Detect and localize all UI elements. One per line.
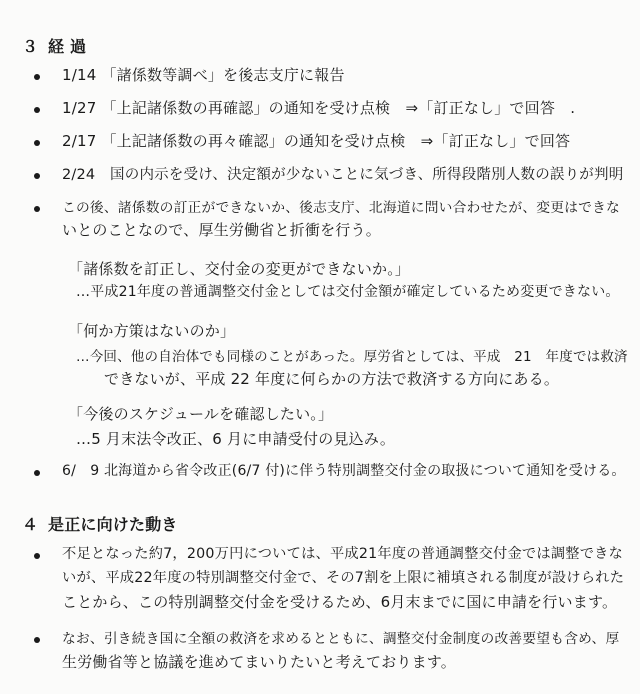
section-4-title: 是正に向けた動き <box>48 515 178 534</box>
list-item-line: ことから、この特別調整交付金を受けるため、6月末までに国に申請を行います。 <box>62 593 618 611</box>
section-4-number: ４ <box>22 515 39 534</box>
bullet-icon <box>34 637 40 643</box>
dialogue-answer: …平成21年度の普通調整交付金としては交付金額が確定しているため変更できない。 <box>76 284 620 300</box>
list-item: 2/24 国の内示を受け、決定額が少ないことに気づき、所得段階別人数の誤りが判明 <box>62 167 624 183</box>
dialogue-question: 「何か方策はないのか」 <box>68 322 236 340</box>
bullet-icon <box>34 74 40 80</box>
list-item-line: 生労働省等と協議を進めてまいりたいと考えております。 <box>62 653 457 671</box>
dialogue-answer: …5 月末法令改正、6 月に申請受付の見込み。 <box>76 430 396 448</box>
dialogue-answer: …今回、他の自治体でも同様のことがあった。厚労省としては、平成 21 年度では救済 <box>76 349 628 365</box>
bullet-icon <box>34 140 40 146</box>
list-item: 1/14 「諸係数等調べ」を後志支庁に報告 <box>62 66 345 84</box>
section-3-heading <box>22 34 86 57</box>
list-item-line: いとのことなので、厚生労働省と折衝を行う。 <box>62 221 381 239</box>
list-item-line: 不足となった約7，200万円については、平成21年度の普通調整交付金では調整できな <box>62 546 624 562</box>
bullet-icon <box>34 553 40 559</box>
bullet-icon <box>34 173 40 179</box>
list-item-line: この後、諸係数の訂正ができないか、後志支庁、北海道に問い合わせたが、変更はできな <box>62 200 621 216</box>
section-3-number: ３ <box>22 37 39 56</box>
bullet-icon <box>34 107 40 113</box>
section-3-title: 経 過 <box>48 37 87 56</box>
bullet-icon <box>34 470 40 476</box>
dialogue-question: 「諸係数を訂正し、交付金の変更ができないか。」 <box>68 260 411 278</box>
list-item: 6/ 9 北海道から省令改正(6/7 付)に伴う特別調整交付金の取扱について通知を受ける。 <box>62 463 626 479</box>
list-item: 2/17 「上記諸係数の再々確認」の通知を受け点検 ⇒「訂正なし」で回答 <box>62 132 571 150</box>
bullet-icon <box>34 206 40 212</box>
list-item-line: なお、引き続き国に全額の救済を求めるとともに、調整交付金制度の改善要望も含め、厚 <box>62 631 620 647</box>
dialogue-question: 「今後のスケジュールを確認したい。」 <box>68 405 334 423</box>
dialogue-answer: できないが、平成 22 年度に何らかの方法で救済する方向にある。 <box>104 370 560 388</box>
list-item-line: いが、平成22年度の特別調整交付金で、その7割を上限に補填される制度が設けられた <box>62 570 625 586</box>
section-4-heading <box>22 512 178 535</box>
list-item: 1/27 「上記諸係数の再確認」の通知を受け点検 ⇒「訂正なし」で回答 . <box>62 99 576 117</box>
